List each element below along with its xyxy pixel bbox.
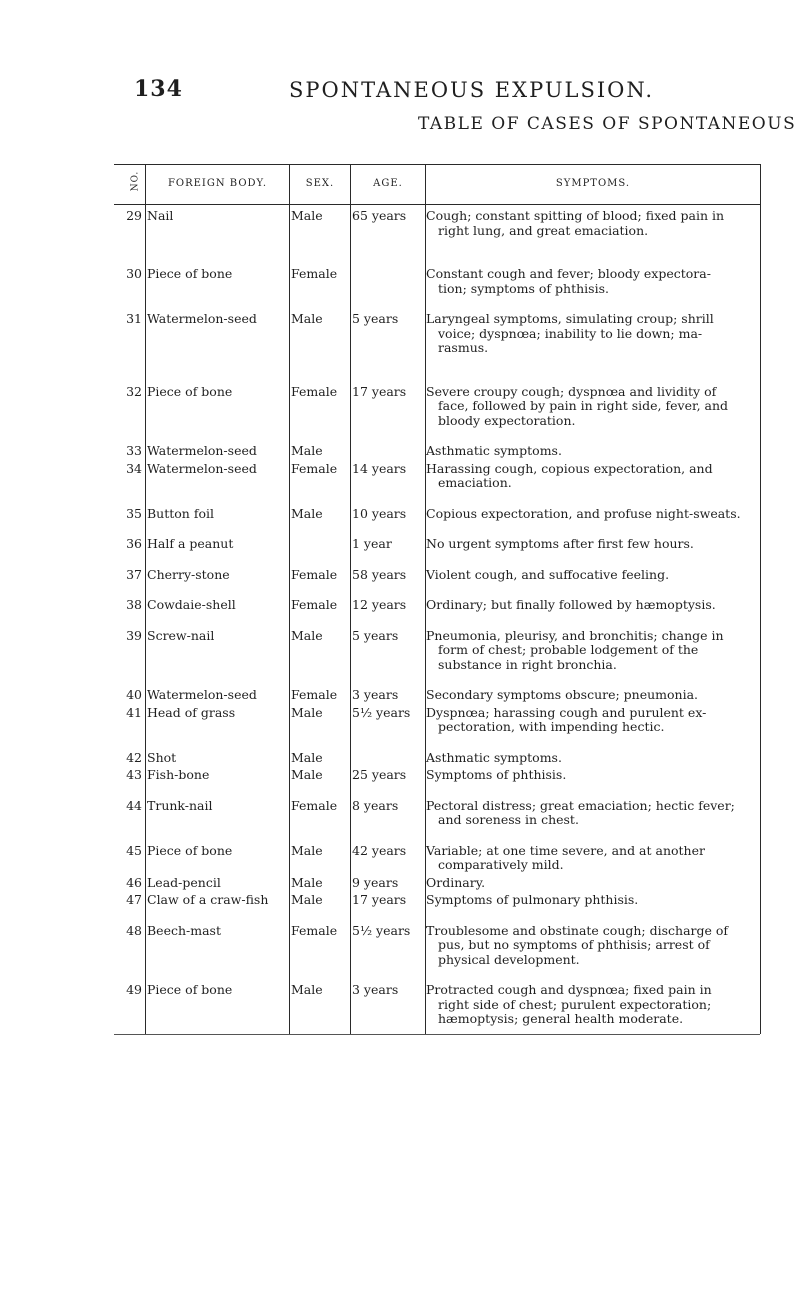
symptom-line: hæmoptysis; general health moderate. — [438, 1011, 684, 1026]
symptom-line: comparatively mild. — [438, 857, 564, 872]
page-number: 134 — [134, 76, 183, 102]
age: 8 years — [352, 797, 399, 813]
sex: Male — [291, 749, 323, 765]
case-number: 47 — [126, 892, 142, 907]
symptom-line: Symptoms of phthisis. — [426, 767, 567, 782]
symptom-line: form of chest; probable lodgement of the — [438, 642, 699, 657]
sex: Female — [291, 922, 338, 938]
symptom-line: Troublesome and obstinate cough; discharge of — [426, 922, 729, 938]
sex: Female — [291, 383, 338, 399]
symptom-line: Cough; constant spitting of blood; fixed pain in — [426, 208, 725, 223]
age: 9 years — [352, 874, 399, 890]
symptom-line: Constant cough and fever; bloody expectora- — [426, 266, 711, 281]
foreign-body: Beech-mast — [147, 922, 221, 938]
symptom-line: Severe croupy cough; dyspnœa and lividity of — [426, 383, 717, 399]
symptom-line: Variable; at one time severe, and at another — [426, 842, 705, 858]
sex: Male — [291, 311, 323, 326]
symptom-line: Ordinary. — [426, 874, 486, 890]
symptom-line: right side of chest; purulent expectoration; — [438, 996, 712, 1012]
case-number: 46 — [126, 874, 142, 890]
symptom-line: voice; dyspnœa; inability to lie down; ma- — [438, 325, 703, 341]
case-number: 30 — [126, 266, 142, 281]
symptom-line: Asthmatic symptoms. — [426, 443, 562, 458]
case-number: 45 — [126, 842, 142, 858]
age: 5½ years — [352, 704, 411, 720]
foreign-body: Button foil — [147, 505, 214, 521]
case-number: 36 — [126, 536, 142, 551]
foreign-body: Claw of a craw-fish — [147, 892, 269, 907]
foreign-body: Cowdaie-shell — [147, 597, 236, 612]
case-number: 42 — [126, 749, 142, 765]
symptom-line: Protracted cough and dyspnœa; fixed pain in — [426, 982, 712, 997]
foreign-body: Piece of bone — [147, 982, 233, 997]
sex: Female — [291, 566, 338, 582]
symptom-line: Asthmatic symptoms. — [426, 749, 562, 765]
symptom-line: Violent cough, and suffocative feeling. — [426, 566, 670, 582]
sex: Female — [291, 460, 338, 476]
foreign-body: Screw-nail — [147, 627, 215, 643]
age: 5 years — [352, 627, 399, 643]
age: 1 year — [352, 536, 392, 551]
sex: Male — [291, 982, 323, 997]
symptom-line: emaciation. — [438, 475, 512, 490]
symptom-line: and soreness in chest. — [438, 812, 579, 827]
foreign-body: Shot — [147, 749, 177, 765]
foreign-body: Watermelon-seed — [147, 311, 257, 326]
foreign-body: Piece of bone — [147, 383, 233, 399]
case-number: 49 — [126, 982, 142, 997]
sex: Male — [291, 842, 323, 858]
symptom-line: Copious expectoration, and profuse night-sweats. — [426, 505, 741, 521]
column-header-symptoms: SYMPTOMS. — [555, 178, 631, 189]
case-number: 48 — [126, 922, 142, 938]
sex: Male — [291, 627, 323, 643]
symptom-line: right lung, and great emaciation. — [438, 222, 649, 238]
age: 58 years — [352, 566, 407, 582]
symptom-line: Ordinary; but finally followed by hæmoptysis. — [426, 597, 716, 612]
sex: Male — [291, 767, 323, 782]
age: 3 years — [352, 982, 399, 997]
foreign-body: Trunk-nail — [147, 797, 213, 813]
age: 65 years — [352, 208, 407, 223]
case-number: 40 — [126, 687, 142, 702]
foreign-body: Head of grass — [147, 704, 236, 720]
symptom-line: physical development. — [438, 951, 580, 967]
foreign-body: Watermelon-seed — [147, 460, 257, 476]
sex: Male — [291, 443, 323, 458]
symptom-line: tion; symptoms of phthisis. — [438, 280, 609, 296]
symptom-line: pus, but no symptoms of phthisis; arrest of — [438, 937, 710, 952]
foreign-body: Piece of bone — [147, 842, 233, 858]
case-number: 38 — [126, 597, 142, 612]
column-header-foreign-body: FOREIGN BODY. — [167, 178, 268, 189]
sex: Female — [291, 597, 338, 612]
symptom-line: No urgent symptoms after first few hours. — [426, 536, 694, 551]
symptom-line: face, followed by pain in right side, fever, and — [438, 398, 729, 413]
sex: Male — [291, 208, 323, 223]
column-header-no: NO. — [130, 170, 141, 192]
case-number: 31 — [126, 311, 142, 326]
case-number: 32 — [126, 383, 142, 399]
symptom-line: Laryngeal symptoms, simulating croup; shrill — [426, 311, 714, 326]
case-number: 43 — [126, 767, 142, 782]
foreign-body: Fish-bone — [147, 767, 210, 782]
symptom-line: Harassing cough, copious expectoration, and — [426, 460, 713, 476]
foreign-body: Lead-pencil — [147, 874, 221, 890]
case-number: 35 — [126, 505, 142, 521]
symptom-line: bloody expectoration. — [438, 412, 576, 428]
symptom-line: Pectoral distress; great emaciation; hectic fever; — [426, 797, 735, 813]
foreign-body: Cherry-stone — [147, 566, 230, 582]
foreign-body: Half a peanut — [147, 536, 234, 551]
case-number: 37 — [126, 566, 142, 582]
running-head: SPONTANEOUS EXPULSION. — [289, 78, 655, 102]
case-number: 41 — [126, 704, 142, 720]
age: 17 years — [352, 892, 407, 907]
age: 3 years — [352, 687, 399, 702]
sex: Male — [291, 892, 323, 907]
sex: Male — [291, 874, 323, 890]
case-number: 33 — [126, 443, 142, 458]
column-header-age: AGE. — [373, 178, 403, 189]
foreign-body: Piece of bone — [147, 266, 233, 281]
age: 42 years — [352, 842, 407, 858]
symptom-line: Dyspnœa; harassing cough and purulent ex- — [426, 704, 707, 720]
age: 12 years — [352, 597, 407, 612]
symptom-line: Symptoms of pulmonary phthisis. — [426, 892, 639, 907]
age: 10 years — [352, 505, 407, 521]
age: 14 years — [352, 460, 407, 476]
symptom-line: pectoration, with impending hectic. — [438, 719, 665, 734]
symptom-line: rasmus. — [438, 340, 489, 355]
sex: Male — [291, 704, 323, 720]
symptom-line: Secondary symptoms obscure; pneumonia. — [426, 687, 699, 702]
case-number: 29 — [126, 208, 142, 223]
sex: Female — [291, 266, 338, 281]
age: 17 years — [352, 383, 407, 399]
sex: Female — [291, 797, 338, 813]
sex: Male — [291, 505, 323, 521]
age: 5 years — [352, 311, 399, 326]
symptom-line: substance in right bronchia. — [438, 656, 617, 672]
foreign-body: Nail — [147, 208, 174, 223]
column-header-sex: SEX. — [305, 178, 335, 189]
case-number: 44 — [126, 797, 142, 813]
foreign-body: Watermelon-seed — [147, 687, 257, 702]
foreign-body: Watermelon-seed — [147, 443, 257, 458]
sex: Female — [291, 687, 338, 702]
case-number: 39 — [126, 627, 142, 643]
symptom-line: Pneumonia, pleurisy, and bronchitis; change in — [426, 627, 724, 643]
case-number: 34 — [126, 460, 142, 476]
table-title: TABLE OF CASES OF SPONTANEOUS — [418, 114, 797, 134]
age: 5½ years — [352, 922, 411, 938]
age: 25 years — [352, 767, 407, 782]
